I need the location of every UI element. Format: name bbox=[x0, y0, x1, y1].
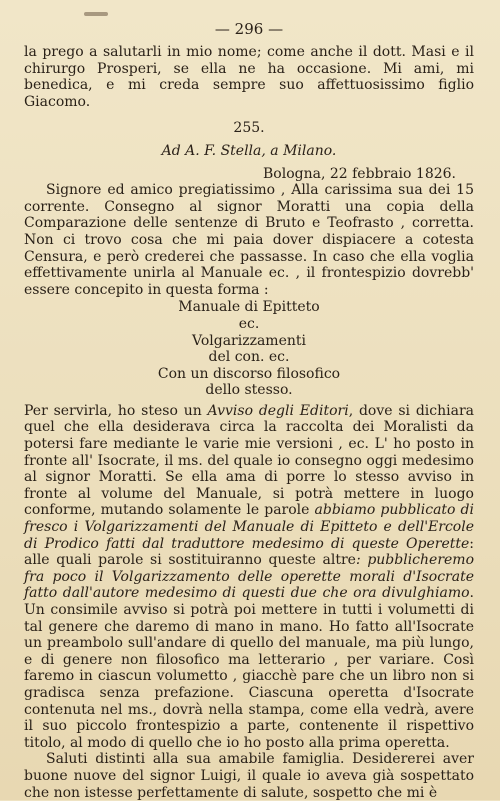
text-run: Per servirla, ho steso un bbox=[24, 402, 208, 419]
letter-paragraph-2 bbox=[24, 403, 474, 751]
letter-paragraph-1: Signore ed amico pregiatissimo , Alla carissima sua dei 15 corrente. Consegno al signor Moratti una copia della Comparazione delle sentenze di Bruto e Teofrasto , corretta. Non ci trovo cosa che mi paia dover dispiacere a cotesta Censura, e però crederei che passasse. In caso che ella voglia effettivamente unirla al Manuale ec. , il frontespizio dovrebb' essere concepito in questa forma : bbox=[24, 182, 474, 298]
text-run: , dove si dichiara quel che ella desiderava circa la raccolta dei Moralisti da potersi fare mediante le varie mie versioni , ec. L' ho posto in fronte all' Isocrate, il ms. del quale io consegno oggi medesimo al signor Moratti. Se ella ama di porre lo stesso avviso in fronte al volume del Manuale, si potrà mettere in luogo conforme, mutando solamente le parole bbox=[24, 402, 474, 519]
dateline: Bologna, 22 febbraio 1826. bbox=[263, 165, 456, 182]
frontispiece-block bbox=[24, 299, 474, 399]
frontispiece-line: ec. bbox=[238, 315, 260, 332]
page-number: — 296 — bbox=[214, 20, 284, 38]
italic-text-run: : pubblicheremo fra poco il Volgarizzamento delle operette morali d'Isocrate fatto dall'autore medesimo di questi due che ora divulghiamo bbox=[24, 552, 475, 602]
text-run: . Un consimile avviso si potrà poi mettere in tutti i volumetti di tal genere che daremo di mano in mano. Ho fatto all'Isocrate un preambolo sull'andare di quello del manuale, ma più lungo, e di genere non filosofico ma letterario , per variare. Così faremo in ciascun volumetto , giacchè pare che un libro non si gradisca senza prefazione. Ciascuna operetta d'Isocrate contenuta nel ms., dovrà nella stampa, come ella vedrà, avere il suo piccolo frontespizio a parte, contenente il rispettivo titolo, al modo di quello che io ho posto alla prima operetta. bbox=[24, 585, 474, 751]
italic-text-run: abbiamo pubblicato di fresco i Volgarizzamenti del Manuale di Epitteto e dell'Ercole di Prodico fatti dal traduttore medesimo di queste Operette bbox=[24, 502, 474, 552]
frontispiece-line: Con un discorso filosofico bbox=[157, 365, 341, 382]
frontispiece-line: Volgarizzamenti bbox=[192, 332, 306, 349]
addressee-line: Ad A. F. Stella, a Milano. bbox=[161, 142, 337, 159]
letter-number: 255. bbox=[233, 120, 265, 137]
frontispiece-line: dello stesso. bbox=[205, 382, 293, 399]
italic-text-run: Avviso degli Editori bbox=[207, 402, 349, 419]
frontispiece-line: Manuale di Epitteto bbox=[178, 299, 320, 316]
letter-paragraph-3: Saluti distinti alla sua amabile famiglia. Desidererei aver buone nuove del signor Luigi, il quale io aveva già sospettato che non istesse perfettamente di salute, sospetto che mi è bbox=[24, 751, 474, 801]
frontispiece-line: del con. ec. bbox=[208, 349, 290, 366]
opening-paragraph: la prego a salutarli in mio nome; come anche il dott. Masi e il chirurgo Prosperi, se ella ne ha occasione. Mi ami, mi benedica, e mi creda sempre suo affettuosissimo figlio Giacomo. bbox=[24, 44, 474, 110]
ink-smudge bbox=[84, 12, 108, 16]
text-run: : alle quali parole si sostituiranno queste altre bbox=[24, 535, 474, 569]
